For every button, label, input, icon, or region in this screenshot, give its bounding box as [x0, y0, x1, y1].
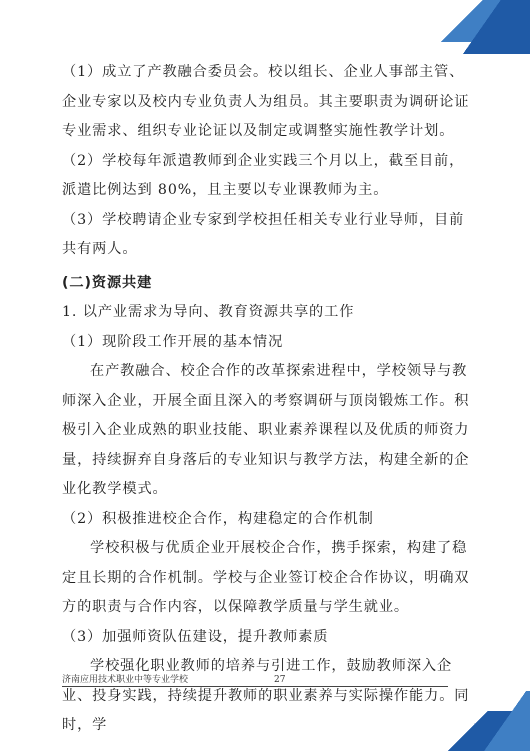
paragraph-faculty-training: 学校强化职业教师的培养与引进工作，鼓励教师深入企业、投身实践，持续提升教师的职业素养与实际操作能力。同时，学	[62, 658, 470, 733]
section-heading-resources: (二)资源共建	[62, 274, 153, 291]
document-body	[62, 58, 474, 741]
page-footer	[62, 674, 448, 687]
subheading-current-status: （1）现阶段工作开展的基本情况	[62, 333, 284, 350]
page-number: 27	[274, 675, 286, 685]
paragraph-reform-exploration: 在产教融合、校企合作的改革探索进程中，学校领导与教师深入企业，开展全面且深入的考察调研与顶岗锻炼工作。积极引入企业成熟的职业技能、职业素养课程以及优质的师资力量，持续摒弃自身落后的专业知识与教学方法，构建全新的企业化教学模式。	[62, 363, 470, 497]
paragraph-committee: （1）成立了产教融合委员会。校以组长、企业人事部主管、企业专家以及校内专业负责人为组员。其主要职责为调研论证专业需求、组织专业论证以及制定或调整实施性教学计划。	[62, 64, 470, 139]
paragraph-industry-mentors: （3）学校聘请企业专家到学校担任相关专业行业导师，目前共有两人。	[62, 211, 465, 257]
paragraph-teacher-dispatch: （2）学校每年派遣教师到企业实践三个月以上，截至目前，派遣比例达到 80%，且主要以专业课教师为主。	[62, 152, 465, 198]
subheading-cooperation: （2）积极推进校企合作，构建稳定的合作机制	[62, 510, 374, 527]
subheading-faculty: （3）加强师资队伍建设，提升教师素质	[62, 628, 329, 645]
paragraph-cooperation-mechanism: 学校积极与优质企业开展校企合作，携手探索，构建了稳定且长期的合作机制。学校与企业签订校企合作协议，明确双方的职责与合作内容，以保障教学质量与学生就业。	[62, 540, 470, 615]
subheading-industry-demand: 1. 以产业需求为导向、教育资源共享的工作	[62, 304, 355, 320]
footer-school-name: 济南应用技术职业中等专业学校	[62, 675, 189, 685]
